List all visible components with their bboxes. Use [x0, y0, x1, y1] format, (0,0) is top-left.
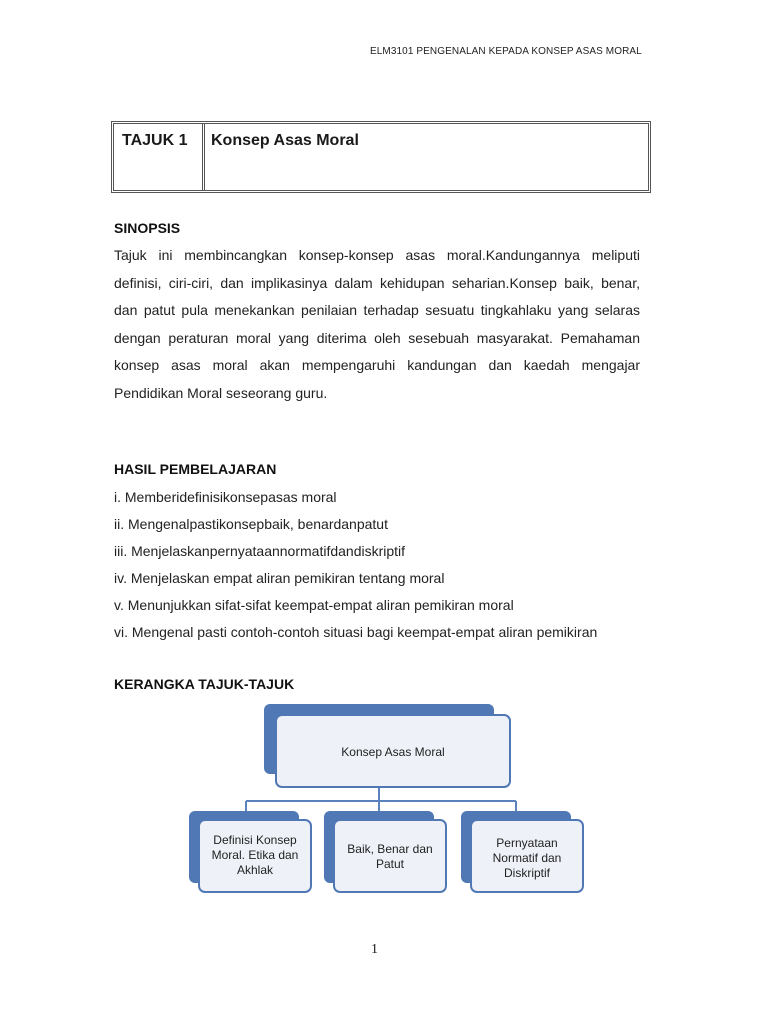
outcome-item: iv. Menjelaskan empat aliran pemikiran tentang moral — [114, 570, 445, 586]
child-label-line: Akhlak — [236, 863, 274, 877]
root-node — [264, 704, 510, 787]
sinopsis-heading: SINOPSIS — [114, 220, 181, 236]
topic-number: TAJUK 1 — [114, 124, 205, 190]
page-number: 1 — [371, 942, 378, 957]
title-table — [111, 121, 651, 193]
sinopsis-paragraph: Tajuk ini membincangkan konsep-konsep asas moral.Kandungannya meliputi definisi, ciri-ciri, dan implikasinya dalam kehidupan seharian.Konsep baik, benar, dan patut pula menekankan penilaian terhadap sesuatu tingkahlaku yang selaras dengan peraturan moral yang diterima oleh sesebuah masyarakat. Pemahaman konsep asas moral akan mempengaruhi kandungan dan kaedah mengajar Pendidikan Moral seseorang guru. — [114, 247, 640, 401]
topic-title: Konsep Asas Moral — [211, 132, 359, 149]
child-node-pernyataan — [461, 811, 583, 892]
child-label-line: Baik, Benar dan — [347, 842, 433, 856]
child-label-line: Pernyataan — [496, 836, 558, 850]
child-label-line: Normatif dan — [492, 851, 562, 865]
outcome-item: i. Memberidefinisikonsepasas moral — [114, 489, 337, 505]
child-node-baik-benar-patut — [324, 811, 446, 892]
child-label-line: Definisi Konsep — [213, 833, 297, 847]
learning-outcomes-list — [114, 484, 597, 646]
child-node-definisi — [189, 811, 311, 892]
hasil-heading: HASIL PEMBELAJARAN — [114, 461, 277, 477]
child-label-line: Diskriptif — [503, 866, 551, 880]
document-header: ELM3101 PENGENALAN KEPADA KONSEP ASAS MORAL — [370, 46, 642, 57]
root-node-label: Konsep Asas Moral — [341, 745, 445, 759]
outcome-item: iii. Menjelaskanpernyataannormatifdandiskriptif — [114, 543, 406, 559]
kerangka-heading: KERANGKA TAJUK-TAJUK — [114, 676, 295, 692]
diagram-connectors — [246, 786, 516, 812]
child-label-line: Patut — [375, 857, 405, 871]
outcome-item: vi. Mengenal pasti contoh-contoh situasi bagi keempat-empat aliran pemikiran — [114, 624, 598, 640]
child-label-line: Moral. Etika dan — [211, 848, 299, 862]
outcome-item: ii. Mengenalpastikonsepbaik, benardanpatut — [114, 516, 388, 532]
topic-framework-diagram — [186, 702, 586, 902]
outcome-item: v. Menunjukkan sifat-sifat keempat-empat aliran pemikiran moral — [114, 597, 514, 613]
